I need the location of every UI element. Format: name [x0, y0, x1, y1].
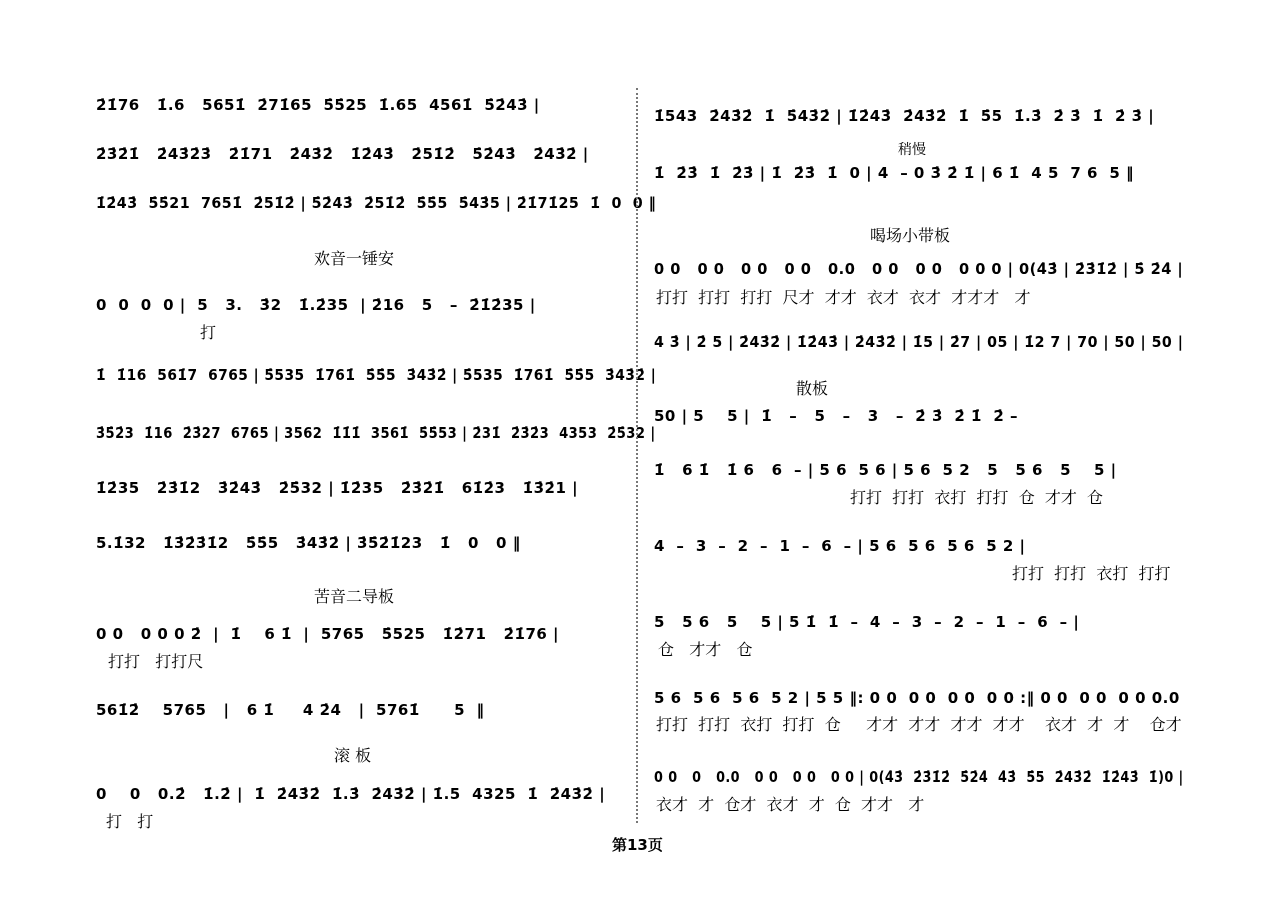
lyric-line-l11: 打 打 — [106, 812, 154, 831]
score-line-r5: 50 | 5 5 | 1̇ – 5 – 3 – 2̇ 3̇ 2̇ 1̇ 2̇ – — [654, 407, 1019, 425]
score-line-l3: 1̇2̇43̇ 5̇5̇21 7651̇ 2̇51̇2̇ | 5̇2̇43̇ 2̇51̇2̇ 5̇5̇5 5̇43̇5 | 2̇1̇71̇25 1̇ 0 0 ‖ — [96, 194, 657, 212]
score-line-l5: 1̇ 1̇16 561̇7 6765 | 5̇535 1̇761̇ 5̇5̇5 3̇43̇2̇ | 5̇535 1̇761̇ 5̇5̇5 3̇43̇2̇ | — [96, 366, 657, 384]
tempo-mark-sanban: 散板 — [796, 379, 829, 398]
score-line-r1: 1̇543 2̇43̇2̇ 1̇ 5̇43̇2̇ | 1̇2̇43̇ 2̇43̇2̇ 1̇ 5̇5 1̇.3̇ 2̇ 3̇ 1̇ 2̇ 3̇ | — [654, 107, 1155, 125]
score-line-r6: 1̇ 6 1̇ 1̇ 6 6 – | 5 6 5 6 | 5 6 5 2 5 5 6 5 5 | — [654, 461, 1117, 479]
lyric-line-r8: 仓 才才 仓 — [658, 640, 753, 659]
score-line-l6: 3̇5̇2̇3 1̇16 2̇3̇27 6765 | 3562 1̇1̇1̇ 3561̇ 5̇5̇53 | 2̇31̇ 2̇3̇2̇3 4353 2̇5̇32 | — [96, 424, 656, 442]
score-line-r8: 5 5 6 5 5 | 5 1̇ 1̇ – 4 – 3 – 2 – 1 – 6 – | — [654, 613, 1080, 631]
score-line-l10: 561̇2̇ 5765 | 6 1̇ 4 2̇4 | 5761̇ 5 ‖ — [96, 701, 485, 719]
lyric-line-r3: 打打 打打 打打 尺才 才才 衣才 衣才 才才才 才 — [656, 288, 1031, 307]
left-column — [96, 0, 656, 830]
score-line-l8: 5.1̇32 1̇3̇2̇3̇1̇2 5̇5̇5 3̇43̇2̇ | 3̇5̇2̇1̇23 1̇ 0 0 ‖ — [96, 534, 521, 552]
score-line-r2: 1̇ 2̇3̇ 1̇ 2̇3̇ | 1̇ 2̇3̇ 1̇ 0 | 4 – 0 3̇ 2̇ 1̇ | 6 1̇ 4 5 7 6 5 ‖ — [654, 164, 1135, 182]
score-line-l1: 2̇1̇76 1̇.6 5651̇ 2̇71̇65 5̇5̇25 1̇.65 4561̇ 5̇2̇43̇ | — [96, 96, 540, 114]
score-line-r4: 4 3̇ | 2̇ 5 | 2̇43̇2̇ | 1̇2̇43̇ | 2̇43̇2̇ | 1̇5 | 2̇7 | 05 | 1̇2 7 | 70 | 50 | 50 | — [654, 333, 1184, 351]
right-column — [654, 0, 1184, 830]
score-line-l4: 0 0 0 0 | 5 3. 3̇2 1̇.2̇35 | 2̇16 5 – 2̇1̇2̇35 | — [96, 296, 536, 314]
lyric-line-l9: 打打 打打尺 — [108, 652, 204, 671]
section-title-huanyin: 欢音一锤安 — [314, 249, 395, 268]
score-line-r9: 5 6 5 6 5 6 5 2 | 5 5 ‖: 0 0 0 0 0 0 0 0 :‖ 0 0 0 0 0 0 0.0 — [654, 689, 1180, 707]
page-number: 第13页 — [612, 836, 663, 854]
lyric-line-r7: 打打 打打 衣打 打打 — [1012, 564, 1171, 583]
score-line-r10: 0 0 0 0.0 0 0 0 0 0 0 | 0(4̇3̇ 2̇3̇1̇2̇ 5̇2̇4̇ 4̇3̇ 5̇5 2̇43̇2̇ 1̇2̇43̇ 1̇)0 | — [654, 768, 1184, 786]
lyric-line-l4: 打 — [200, 323, 217, 342]
lyric-line-r6: 打打 打打 衣打 打打 仓 才才 仓 — [850, 488, 1104, 507]
lyric-line-r10: 衣才 才 仓才 衣才 才 仓 才才 才 — [656, 795, 925, 814]
score-line-l9: 0 0 0 0 0 2̇ | 1̇ 6 1̇ | 5765 5̇525 1̇2̇71 2̇1̇76 | — [96, 625, 560, 643]
section-title-gunban: 滚 板 — [334, 746, 372, 765]
column-divider — [636, 88, 638, 823]
section-title-kuyin: 苦音二导板 — [314, 587, 395, 606]
score-line-r7: 4 – 3 – 2 – 1 – 6 – | 5 6 5 6 5 6 5 2 | — [654, 537, 1026, 555]
score-line-r3: 0 0 0 0 0 0 0 0 0.0 0 0 0 0 0 0 0 | 0(4̇3̇ | 2̇3̇1̇2̇ | 5̇ 2̇4̇ | — [654, 260, 1184, 278]
score-line-l2: 2̇3̇2̇1̇ 2̇43̇2̇3̇ 2̇1̇71 2̇43̇2̇ 1̇2̇43̇ 2̇51̇2̇ 5̇2̇43̇ 2̇43̇2̇ | — [96, 145, 589, 163]
tempo-mark-shaoman: 稍慢 — [898, 142, 926, 158]
lyric-line-r9: 打打 打打 衣打 打打 仓 才才 才才 才才 才才 衣才 才 才 仓才 — [656, 715, 1182, 734]
score-line-l11: 0 0 0.2̇ 1̇.2̇ | 1̇ 2̇43̇2̇ 1̇.3̇ 2̇43̇2̇ | 1̇.5 4325 1̇ 2̇43̇2̇ | — [96, 785, 606, 803]
section-title-hechang: 喝场小带板 — [870, 226, 951, 245]
score-line-l7: 1̇2̇35 2̇3̇1̇2 3̇2̇43̇ 2̇5̇32 | 1̇2̇35 2̇3̇2̇1̇ 61̇2̇3 1̇3̇2̇1 | — [96, 479, 579, 497]
